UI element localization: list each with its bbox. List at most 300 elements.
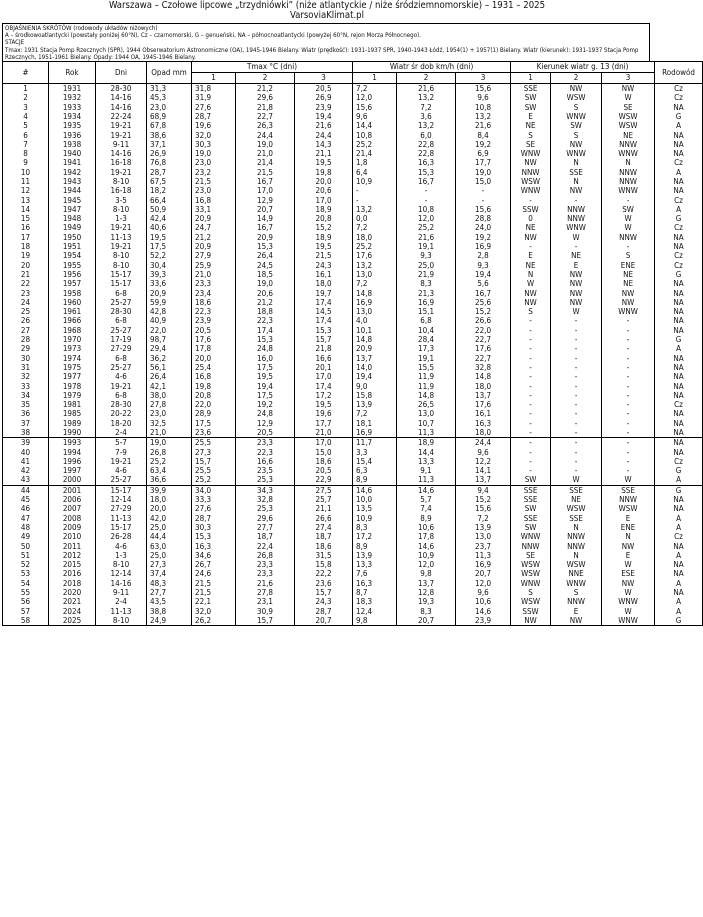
direction-day2-cell: WSW bbox=[551, 504, 602, 513]
direction-day2-cell: E bbox=[551, 261, 602, 270]
origin-cell: NA bbox=[655, 438, 703, 448]
year-cell: 2012 bbox=[49, 551, 96, 560]
direction-day3-cell: W bbox=[602, 93, 655, 102]
precip-cell: 38,6 bbox=[147, 131, 192, 140]
wind-day1-cell: 14,8 bbox=[353, 335, 397, 344]
direction-day1-cell: - bbox=[511, 382, 551, 391]
days-cell: 4-6 bbox=[96, 542, 147, 551]
wind-day3-cell: 8,4 bbox=[456, 131, 511, 140]
tmax-day1-cell: 28,7 bbox=[192, 514, 236, 523]
tmax-day1-cell: 23,2 bbox=[192, 168, 236, 177]
direction-day1-cell: N bbox=[511, 270, 551, 279]
wind-day3-cell: 10,8 bbox=[456, 103, 511, 112]
tmax-day3-cell: 27,5 bbox=[295, 485, 353, 495]
wind-day2-cell: 5,7 bbox=[397, 495, 456, 504]
tmax-day1-cell: 33,3 bbox=[192, 495, 236, 504]
wind-day3-cell: 19,2 bbox=[456, 140, 511, 149]
wind-day2-cell: 19,1 bbox=[397, 242, 456, 251]
table-row bbox=[3, 84, 703, 94]
table-row bbox=[3, 270, 703, 279]
direction-day2-cell: SW bbox=[551, 121, 602, 130]
wind-day1-cell: 7,2 bbox=[353, 223, 397, 232]
origin-cell: NA bbox=[655, 316, 703, 325]
year-cell: 1934 bbox=[49, 112, 96, 121]
table-row bbox=[3, 307, 703, 316]
wind-day2-cell: 22,8 bbox=[397, 149, 456, 158]
direction-day1-cell: - bbox=[511, 372, 551, 381]
wind-day3-cell: 9,4 bbox=[456, 485, 511, 495]
year-cell: 2001 bbox=[49, 485, 96, 495]
wind-day3-cell: 9,6 bbox=[456, 93, 511, 102]
wind-day2-cell: - bbox=[397, 196, 456, 205]
direction-day3-cell: NNW bbox=[602, 168, 655, 177]
precip-cell: 44,4 bbox=[147, 532, 192, 541]
direction-day3-cell: ESE bbox=[602, 569, 655, 578]
subheader-dir-day3: 3 bbox=[602, 73, 655, 84]
wind-day3-cell: 13,2 bbox=[456, 112, 511, 121]
wind-day2-cell: 10,7 bbox=[397, 419, 456, 428]
tmax-day3-cell: 19,4 bbox=[295, 112, 353, 121]
tmax-day1-cell: 33,1 bbox=[192, 205, 236, 214]
direction-day3-cell: - bbox=[602, 242, 655, 251]
tmax-day1-cell: 26,7 bbox=[192, 560, 236, 569]
wind-day2-cell: 13,2 bbox=[397, 93, 456, 102]
precip-cell: 43,5 bbox=[147, 597, 192, 606]
tmax-day1-cell: 23,0 bbox=[192, 186, 236, 195]
tmax-day1-cell: 25,5 bbox=[192, 438, 236, 448]
wind-day2-cell: 11,3 bbox=[397, 475, 456, 485]
tmax-day3-cell: 14,3 bbox=[295, 140, 353, 149]
year-cell: 1943 bbox=[49, 177, 96, 186]
origin-cell: NA bbox=[655, 382, 703, 391]
wind-day2-cell: 15,1 bbox=[397, 307, 456, 316]
wind-day1-cell: 17,2 bbox=[353, 532, 397, 541]
origin-cell: A bbox=[655, 121, 703, 130]
origin-cell: G bbox=[655, 485, 703, 495]
table-row bbox=[3, 223, 703, 232]
abbreviations-title: OBJAŚNIENIA SKRÓTÓW (rodowody układów niżowych) bbox=[5, 25, 158, 32]
direction-day3-cell: WNW bbox=[602, 616, 655, 626]
precip-cell: 36,2 bbox=[147, 354, 192, 363]
wind-day3-cell: 19,0 bbox=[456, 168, 511, 177]
precip-cell: 36,6 bbox=[147, 475, 192, 485]
tmax-day2-cell: 27,8 bbox=[236, 588, 295, 597]
wind-day2-cell: 6,8 bbox=[397, 316, 456, 325]
row-number: 18 bbox=[3, 242, 49, 251]
table-row bbox=[3, 457, 703, 466]
origin-cell: Cz bbox=[655, 261, 703, 270]
wind-day1-cell: 25,2 bbox=[353, 242, 397, 251]
year-cell: 2025 bbox=[49, 616, 96, 626]
origin-cell: A bbox=[655, 344, 703, 353]
days-cell: 2-4 bbox=[96, 428, 147, 438]
wind-day2-cell: 21,6 bbox=[397, 233, 456, 242]
tmax-day3-cell: 17,0 bbox=[295, 372, 353, 381]
direction-day1-cell: SW bbox=[511, 103, 551, 112]
row-number: 30 bbox=[3, 354, 49, 363]
tmax-day1-cell: 25,2 bbox=[192, 475, 236, 485]
days-cell: 14-16 bbox=[96, 103, 147, 112]
precip-cell: 18,0 bbox=[147, 495, 192, 504]
year-cell: 1944 bbox=[49, 186, 96, 195]
tmax-day3-cell: 17,0 bbox=[295, 438, 353, 448]
table-row bbox=[3, 177, 703, 186]
precip-cell: 48,3 bbox=[147, 579, 192, 588]
tmax-day2-cell: 30,9 bbox=[236, 607, 295, 616]
year-cell: 2015 bbox=[49, 560, 96, 569]
wind-day3-cell: 13,7 bbox=[456, 391, 511, 400]
origin-cell: A bbox=[655, 579, 703, 588]
table-row bbox=[3, 607, 703, 616]
days-cell: 8-10 bbox=[96, 177, 147, 186]
row-number: 27 bbox=[3, 326, 49, 335]
wind-day3-cell: 11,3 bbox=[456, 551, 511, 560]
wind-day2-cell: 19,1 bbox=[397, 354, 456, 363]
tmax-day2-cell: 19,4 bbox=[236, 382, 295, 391]
days-cell: 2-4 bbox=[96, 597, 147, 606]
row-number: 51 bbox=[3, 551, 49, 560]
tmax-day3-cell: 18,7 bbox=[295, 532, 353, 541]
tmax-day2-cell: 16,6 bbox=[236, 457, 295, 466]
year-cell: 1978 bbox=[49, 382, 96, 391]
year-cell: 1935 bbox=[49, 121, 96, 130]
row-number: 48 bbox=[3, 523, 49, 532]
direction-day3-cell: NNW bbox=[602, 495, 655, 504]
wind-day3-cell: 5,6 bbox=[456, 279, 511, 288]
days-cell: 14-16 bbox=[96, 93, 147, 102]
row-number: 28 bbox=[3, 335, 49, 344]
tmax-day3-cell: 17,7 bbox=[295, 419, 353, 428]
table-row bbox=[3, 616, 703, 626]
table-row bbox=[3, 261, 703, 270]
year-cell: 1933 bbox=[49, 103, 96, 112]
direction-day1-cell: - bbox=[511, 466, 551, 475]
precip-cell: 67,8 bbox=[147, 121, 192, 130]
tmax-day2-cell: 34,3 bbox=[236, 485, 295, 495]
year-cell: 1958 bbox=[49, 289, 96, 298]
direction-day3-cell: NW bbox=[602, 579, 655, 588]
wind-day1-cell: 13,2 bbox=[353, 261, 397, 270]
direction-day2-cell: - bbox=[551, 326, 602, 335]
tmax-day2-cell: 17,0 bbox=[236, 186, 295, 195]
tmax-day1-cell: 20,8 bbox=[192, 391, 236, 400]
wind-day1-cell: 13,2 bbox=[353, 205, 397, 214]
direction-day3-cell: - bbox=[602, 196, 655, 205]
origin-cell: Cz bbox=[655, 251, 703, 260]
wind-day3-cell: 14,8 bbox=[456, 372, 511, 381]
tmax-day1-cell: 22,1 bbox=[192, 597, 236, 606]
wind-day3-cell: 15,2 bbox=[456, 307, 511, 316]
origin-cell: NA bbox=[655, 569, 703, 578]
table-row bbox=[3, 372, 703, 381]
wind-day1-cell: 13,5 bbox=[353, 504, 397, 513]
table-row bbox=[3, 93, 703, 102]
direction-day1-cell: WSW bbox=[511, 597, 551, 606]
table-row bbox=[3, 363, 703, 372]
direction-day1-cell: - bbox=[511, 457, 551, 466]
subheader-wind-day1: 1 bbox=[353, 73, 397, 84]
precip-cell: 50,9 bbox=[147, 205, 192, 214]
precip-cell: 38,8 bbox=[147, 607, 192, 616]
tmax-day2-cell: 21,2 bbox=[236, 84, 295, 94]
direction-day3-cell: W bbox=[602, 588, 655, 597]
days-cell: 19-21 bbox=[96, 168, 147, 177]
days-cell: 18-20 bbox=[96, 419, 147, 428]
direction-day2-cell: NNW bbox=[551, 214, 602, 223]
precip-cell: 21,0 bbox=[147, 428, 192, 438]
row-number: 46 bbox=[3, 504, 49, 513]
days-cell: 25-27 bbox=[96, 363, 147, 372]
tmax-day2-cell: 17,4 bbox=[236, 326, 295, 335]
row-number: 42 bbox=[3, 466, 49, 475]
wind-day1-cell: 8,9 bbox=[353, 542, 397, 551]
days-cell: 15-17 bbox=[96, 485, 147, 495]
tmax-day3-cell: 26,9 bbox=[295, 93, 353, 102]
header-number: # bbox=[3, 62, 49, 84]
wind-day1-cell: 0,0 bbox=[353, 214, 397, 223]
row-number: 25 bbox=[3, 307, 49, 316]
precip-cell: 37,1 bbox=[147, 140, 192, 149]
direction-day3-cell: WNW bbox=[602, 149, 655, 158]
row-number: 17 bbox=[3, 233, 49, 242]
year-cell: 1985 bbox=[49, 409, 96, 418]
precip-cell: 27,8 bbox=[147, 400, 192, 409]
row-number: 8 bbox=[3, 149, 49, 158]
tmax-day3-cell: 15,3 bbox=[295, 326, 353, 335]
year-cell: 1955 bbox=[49, 261, 96, 270]
direction-day1-cell: SSE bbox=[511, 84, 551, 94]
tmax-day1-cell: 17,6 bbox=[192, 335, 236, 344]
tmax-day2-cell: 22,3 bbox=[236, 316, 295, 325]
tmax-day1-cell: 16,8 bbox=[192, 372, 236, 381]
precip-cell: 20,0 bbox=[147, 504, 192, 513]
precip-cell: 52,2 bbox=[147, 251, 192, 260]
direction-day2-cell: NNE bbox=[551, 569, 602, 578]
origin-cell: G bbox=[655, 616, 703, 626]
row-number: 49 bbox=[3, 532, 49, 541]
year-cell: 2021 bbox=[49, 597, 96, 606]
direction-day1-cell: NW bbox=[511, 616, 551, 626]
direction-day3-cell: - bbox=[602, 448, 655, 457]
wind-day3-cell: 22,7 bbox=[456, 354, 511, 363]
wind-day1-cell: 21,4 bbox=[353, 149, 397, 158]
precip-cell: 68,9 bbox=[147, 112, 192, 121]
wind-day1-cell: 13,0 bbox=[353, 270, 397, 279]
origin-cell: A bbox=[655, 475, 703, 485]
days-cell: 16-18 bbox=[96, 158, 147, 167]
wind-day3-cell: 13,0 bbox=[456, 532, 511, 541]
tmax-day2-cell: 12,9 bbox=[236, 419, 295, 428]
year-cell: 1941 bbox=[49, 158, 96, 167]
wind-day2-cell: 11,9 bbox=[397, 372, 456, 381]
wind-day2-cell: 16,9 bbox=[397, 298, 456, 307]
row-number: 53 bbox=[3, 569, 49, 578]
direction-day2-cell: - bbox=[551, 457, 602, 466]
year-cell: 1954 bbox=[49, 251, 96, 260]
wind-day1-cell: - bbox=[353, 186, 397, 195]
direction-day2-cell: WNW bbox=[551, 112, 602, 121]
tmax-day2-cell: 18,8 bbox=[236, 307, 295, 316]
table-row bbox=[3, 326, 703, 335]
year-cell: 2008 bbox=[49, 514, 96, 523]
year-cell: 1968 bbox=[49, 326, 96, 335]
subheader-tmax-day3: 3 bbox=[295, 73, 353, 84]
precip-cell: 23,0 bbox=[147, 409, 192, 418]
tmax-day1-cell: 15,7 bbox=[192, 457, 236, 466]
tmax-day2-cell: 25,3 bbox=[236, 475, 295, 485]
row-number: 16 bbox=[3, 223, 49, 232]
table-row bbox=[3, 438, 703, 448]
table-row bbox=[3, 475, 703, 485]
days-cell: 3-5 bbox=[96, 196, 147, 205]
tmax-day1-cell: 23,6 bbox=[192, 428, 236, 438]
tmax-day1-cell: 19,0 bbox=[192, 149, 236, 158]
wind-day1-cell: 7,6 bbox=[353, 569, 397, 578]
year-cell: 1996 bbox=[49, 457, 96, 466]
origin-cell: G bbox=[655, 335, 703, 344]
precip-cell: 98,7 bbox=[147, 335, 192, 344]
direction-day1-cell: WNW bbox=[511, 186, 551, 195]
tmax-day2-cell: 20,7 bbox=[236, 205, 295, 214]
abbreviations-text: A – środkowoatlantycki (powstały poniżej 60°N), Cz – czarnomorski, G – genueński, NA – północnoatlantycki (powyżej 60°N, rejon Morza Północnego). bbox=[5, 32, 422, 40]
tmax-day3-cell: 21,6 bbox=[295, 121, 353, 130]
direction-day2-cell: - bbox=[551, 196, 602, 205]
direction-day1-cell: NW bbox=[511, 233, 551, 242]
direction-day2-cell: - bbox=[551, 419, 602, 428]
precip-cell: 39,3 bbox=[147, 270, 192, 279]
tmax-day2-cell: 19,0 bbox=[236, 279, 295, 288]
direction-day3-cell: WNW bbox=[602, 307, 655, 316]
direction-day3-cell: - bbox=[602, 409, 655, 418]
days-cell: 27-29 bbox=[96, 504, 147, 513]
data-table bbox=[2, 61, 703, 626]
year-cell: 1981 bbox=[49, 400, 96, 409]
direction-day1-cell: NW bbox=[511, 158, 551, 167]
row-number: 7 bbox=[3, 140, 49, 149]
precip-cell: 63,0 bbox=[147, 542, 192, 551]
table-row bbox=[3, 112, 703, 121]
tmax-day1-cell: 31,9 bbox=[192, 93, 236, 102]
wind-day3-cell: 14,6 bbox=[456, 607, 511, 616]
wind-day2-cell: 8,3 bbox=[397, 607, 456, 616]
tmax-day1-cell: 34,0 bbox=[192, 485, 236, 495]
wind-day3-cell: 15,6 bbox=[456, 504, 511, 513]
wind-day1-cell: 7,2 bbox=[353, 279, 397, 288]
table-row bbox=[3, 428, 703, 438]
wind-day1-cell: 6,4 bbox=[353, 168, 397, 177]
tmax-day3-cell: 15,8 bbox=[295, 560, 353, 569]
year-cell: 1961 bbox=[49, 307, 96, 316]
precip-cell: 17,5 bbox=[147, 242, 192, 251]
direction-day1-cell: - bbox=[511, 363, 551, 372]
direction-day1-cell: - bbox=[511, 316, 551, 325]
table-row bbox=[3, 551, 703, 560]
tmax-day3-cell: 20,7 bbox=[295, 616, 353, 626]
origin-cell: NA bbox=[655, 177, 703, 186]
direction-day2-cell: NW bbox=[551, 279, 602, 288]
tmax-day3-cell: 19,6 bbox=[295, 409, 353, 418]
wind-day1-cell: 18,0 bbox=[353, 233, 397, 242]
wind-day3-cell: 9,6 bbox=[456, 448, 511, 457]
direction-day1-cell: - bbox=[511, 409, 551, 418]
year-cell: 1990 bbox=[49, 428, 96, 438]
days-cell: 8-10 bbox=[96, 205, 147, 214]
tmax-day2-cell: 18,5 bbox=[236, 270, 295, 279]
direction-day2-cell: NW bbox=[551, 140, 602, 149]
wind-day1-cell: - bbox=[353, 196, 397, 205]
direction-day2-cell: - bbox=[551, 382, 602, 391]
tmax-day3-cell: 18,9 bbox=[295, 205, 353, 214]
origin-cell: A bbox=[655, 205, 703, 214]
tmax-day2-cell: 24,8 bbox=[236, 409, 295, 418]
wind-day2-cell: 9,8 bbox=[397, 569, 456, 578]
direction-day2-cell: NW bbox=[551, 84, 602, 94]
wind-day3-cell: 17,7 bbox=[456, 158, 511, 167]
direction-day1-cell: WSW bbox=[511, 560, 551, 569]
wind-day2-cell: - bbox=[397, 186, 456, 195]
direction-day2-cell: SSE bbox=[551, 168, 602, 177]
wind-day3-cell: 20,7 bbox=[456, 569, 511, 578]
document-page bbox=[2, 0, 695, 626]
wind-day2-cell: 21,3 bbox=[397, 289, 456, 298]
days-cell: 14-16 bbox=[96, 579, 147, 588]
site-name: VarsoviaKlimat.pl bbox=[290, 10, 364, 21]
header-origin: Rodowód bbox=[655, 62, 703, 84]
tmax-day1-cell: 23,9 bbox=[192, 316, 236, 325]
wind-day1-cell: 10,9 bbox=[353, 177, 397, 186]
direction-day3-cell: W bbox=[602, 560, 655, 569]
wind-day3-cell: 13,9 bbox=[456, 523, 511, 532]
origin-cell: NA bbox=[655, 588, 703, 597]
wind-day3-cell: - bbox=[456, 196, 511, 205]
tmax-day2-cell: 24,8 bbox=[236, 344, 295, 353]
tmax-day1-cell: 32,0 bbox=[192, 131, 236, 140]
tmax-day1-cell: 20,9 bbox=[192, 214, 236, 223]
direction-day3-cell: - bbox=[602, 457, 655, 466]
year-cell: 1936 bbox=[49, 131, 96, 140]
row-number: 56 bbox=[3, 597, 49, 606]
origin-cell: NA bbox=[655, 233, 703, 242]
precip-cell: 25,2 bbox=[147, 457, 192, 466]
direction-day2-cell: - bbox=[551, 316, 602, 325]
days-cell: 1-3 bbox=[96, 214, 147, 223]
tmax-day2-cell: 21,5 bbox=[236, 168, 295, 177]
wind-day2-cell: 6,0 bbox=[397, 131, 456, 140]
days-cell: 11-13 bbox=[96, 607, 147, 616]
days-cell: 6-8 bbox=[96, 354, 147, 363]
tmax-day1-cell: 18,6 bbox=[192, 298, 236, 307]
tmax-day2-cell: 15,3 bbox=[236, 242, 295, 251]
direction-day3-cell: - bbox=[602, 419, 655, 428]
table-row bbox=[3, 495, 703, 504]
table-row bbox=[3, 344, 703, 353]
days-cell: 9-11 bbox=[96, 140, 147, 149]
tmax-day3-cell: 15,7 bbox=[295, 588, 353, 597]
direction-day3-cell: SSE bbox=[602, 485, 655, 495]
days-cell: 19-21 bbox=[96, 131, 147, 140]
table-row bbox=[3, 121, 703, 130]
year-cell: 1975 bbox=[49, 363, 96, 372]
precip-cell: 25,0 bbox=[147, 551, 192, 560]
direction-day1-cell: - bbox=[511, 428, 551, 438]
direction-day3-cell: W bbox=[602, 214, 655, 223]
row-number: 1 bbox=[3, 84, 49, 94]
origin-cell: NA bbox=[655, 363, 703, 372]
tmax-day3-cell: 23,9 bbox=[295, 103, 353, 112]
year-cell: 1989 bbox=[49, 419, 96, 428]
row-number: 34 bbox=[3, 391, 49, 400]
wind-day3-cell: 16,7 bbox=[456, 289, 511, 298]
